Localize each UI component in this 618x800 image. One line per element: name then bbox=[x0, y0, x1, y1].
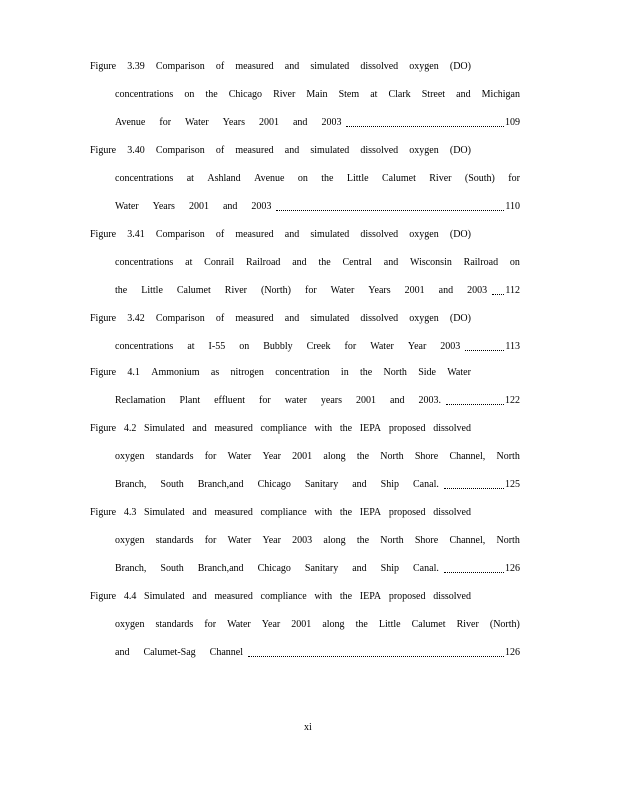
entry-line bbox=[115, 256, 520, 270]
dot-leader bbox=[248, 655, 504, 657]
dot-leader bbox=[444, 571, 504, 573]
dot-leader bbox=[444, 487, 504, 489]
entry-line bbox=[90, 506, 471, 520]
entry-line-text: the Little Calumet River (North) for Water Years 2001 and 2003 bbox=[115, 285, 488, 296]
page-reference: 126 bbox=[505, 563, 520, 574]
entry-last-line bbox=[115, 200, 520, 214]
entry-last-line bbox=[115, 116, 520, 130]
entry-last-line bbox=[115, 340, 520, 354]
entry-line bbox=[115, 534, 520, 548]
dot-leader bbox=[465, 349, 504, 351]
page-reference: 122 bbox=[505, 395, 520, 406]
entry-line-text: concentrations at Ashland Avenue on the Little Calumet River (South) for bbox=[115, 173, 520, 184]
page-reference: 126 bbox=[505, 647, 520, 658]
entry-line-text: concentrations at I-55 on Bubbly Creek for Water Year 2003 bbox=[115, 341, 461, 352]
dot-leader bbox=[446, 403, 504, 405]
entry-last-line bbox=[115, 562, 520, 576]
entry-last-line bbox=[115, 284, 520, 298]
page-reference: 109 bbox=[505, 117, 520, 128]
page-reference: 112 bbox=[505, 285, 520, 296]
entry-line-text: Branch, South Branch,and Chicago Sanitary and Ship Canal. bbox=[115, 479, 439, 490]
entry-line-text: oxygen standards for Water Year 2001 along the Little Calumet River (North) bbox=[115, 619, 520, 630]
entry-last-line bbox=[115, 646, 520, 660]
entry-line-text: Reclamation Plant effluent for water years 2001 and 2003. bbox=[115, 395, 441, 406]
entry-line-text: oxygen standards for Water Year 2003 along the North Shore Channel, North bbox=[115, 535, 520, 546]
entry-line-text: Figure 3.39 Comparison of measured and simulated dissolved oxygen (DO) bbox=[90, 61, 471, 72]
entry-line bbox=[90, 422, 471, 436]
page-reference: 110 bbox=[505, 201, 520, 212]
entry-line bbox=[90, 312, 471, 326]
page-reference: 113 bbox=[505, 341, 520, 352]
entry-line bbox=[115, 450, 520, 464]
entry-line bbox=[115, 618, 520, 632]
entry-line-text: oxygen standards for Water Year 2001 along the North Shore Channel, North bbox=[115, 451, 520, 462]
entry-line bbox=[90, 366, 471, 380]
entry-line-text: Branch, South Branch,and Chicago Sanitary and Ship Canal. bbox=[115, 563, 439, 574]
entry-line bbox=[115, 88, 520, 102]
entry-line-text: Figure 4.3 Simulated and measured compliance with the IEPA proposed dissolved bbox=[90, 507, 471, 518]
entry-line bbox=[90, 60, 471, 74]
entry-line bbox=[115, 172, 520, 186]
page-reference: 125 bbox=[505, 479, 520, 490]
entry-last-line bbox=[115, 394, 520, 408]
entry-line-text: Water Years 2001 and 2003 bbox=[115, 201, 272, 212]
entry-line-text: Figure 4.2 Simulated and measured compliance with the IEPA proposed dissolved bbox=[90, 423, 471, 434]
entry-line-text: Avenue for Water Years 2001 and 2003 bbox=[115, 117, 342, 128]
entry-line-text: concentrations at Conrail Railroad and the Central and Wisconsin Railroad on bbox=[115, 257, 520, 268]
entry-line-text: Figure 3.42 Comparison of measured and simulated dissolved oxygen (DO) bbox=[90, 313, 471, 324]
entry-last-line bbox=[115, 478, 520, 492]
page-number: xi bbox=[304, 722, 312, 733]
entry-line bbox=[90, 590, 471, 604]
entry-line-text: Figure 4.1 Ammonium as nitrogen concentration in the North Side Water bbox=[90, 367, 471, 378]
entry-line bbox=[90, 228, 471, 242]
entry-line bbox=[90, 144, 471, 158]
entry-line-text: Figure 3.41 Comparison of measured and simulated dissolved oxygen (DO) bbox=[90, 229, 471, 240]
entry-line-text: Figure 3.40 Comparison of measured and simulated dissolved oxygen (DO) bbox=[90, 145, 471, 156]
dot-leader bbox=[276, 209, 504, 211]
entry-line-text: Figure 4.4 Simulated and measured compliance with the IEPA proposed dissolved bbox=[90, 591, 471, 602]
dot-leader bbox=[492, 293, 504, 295]
dot-leader bbox=[346, 125, 504, 127]
entry-line-text: concentrations on the Chicago River Main Stem at Clark Street and Michigan bbox=[115, 89, 520, 100]
entry-line-text: and Calumet-Sag Channel bbox=[115, 647, 243, 658]
